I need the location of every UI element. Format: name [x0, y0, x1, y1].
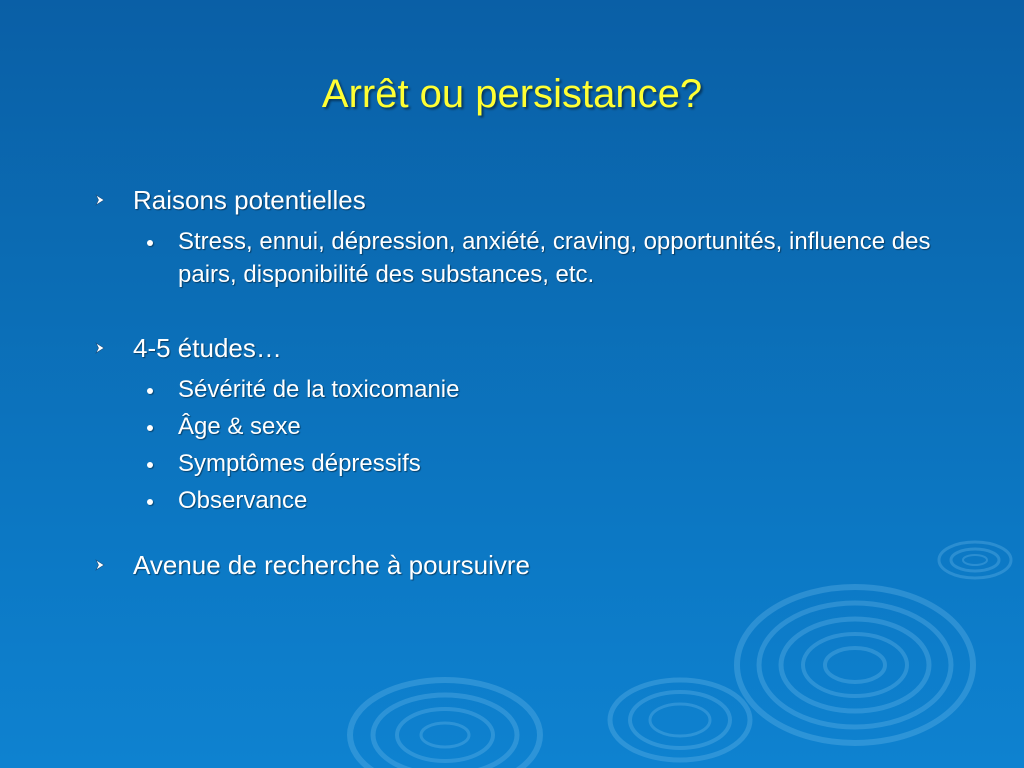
- dot-bullet-icon: [147, 240, 153, 246]
- sub-bullet: [94, 410, 934, 443]
- dot-bullet-icon: [147, 388, 153, 394]
- bullet-label: 4-5 études…: [133, 333, 282, 363]
- sub-bullet: [94, 447, 934, 480]
- sub-bullet: [94, 373, 934, 406]
- dot-bullet-icon: [147, 462, 153, 468]
- sub-bullet-text: Âge & sexe: [178, 413, 301, 440]
- bullet-label: Raisons potentielles: [133, 185, 366, 215]
- sub-bullet-text: Observance: [178, 487, 308, 514]
- slide-content: [94, 180, 934, 586]
- sub-bullet-text: Sévérité de la toxicomanie: [178, 376, 460, 403]
- bullet-raisons-potentielles: [94, 180, 934, 221]
- sub-bullet-text: Stress, ennui, dépression, anxiété, craving, opportunités, influence des pairs, disponibilité des substances, etc.: [178, 228, 931, 288]
- dot-bullet-icon: [147, 425, 153, 431]
- bullet-etudes: [94, 328, 934, 369]
- bullet-avenue-de-recherche: [94, 545, 934, 586]
- dot-bullet-icon: [147, 499, 153, 505]
- arrow-bullet-icon: [94, 342, 106, 354]
- sub-bullet-text: Symptômes dépressifs: [178, 450, 421, 477]
- arrow-bullet-icon: [94, 194, 106, 206]
- sub-bullet: [94, 225, 934, 291]
- arrow-bullet-icon: [94, 559, 106, 571]
- bullet-label: Avenue de recherche à poursuivre: [133, 550, 530, 580]
- sub-bullet: [94, 484, 934, 517]
- slide-title: Arrêt ou persistance?: [321, 72, 703, 116]
